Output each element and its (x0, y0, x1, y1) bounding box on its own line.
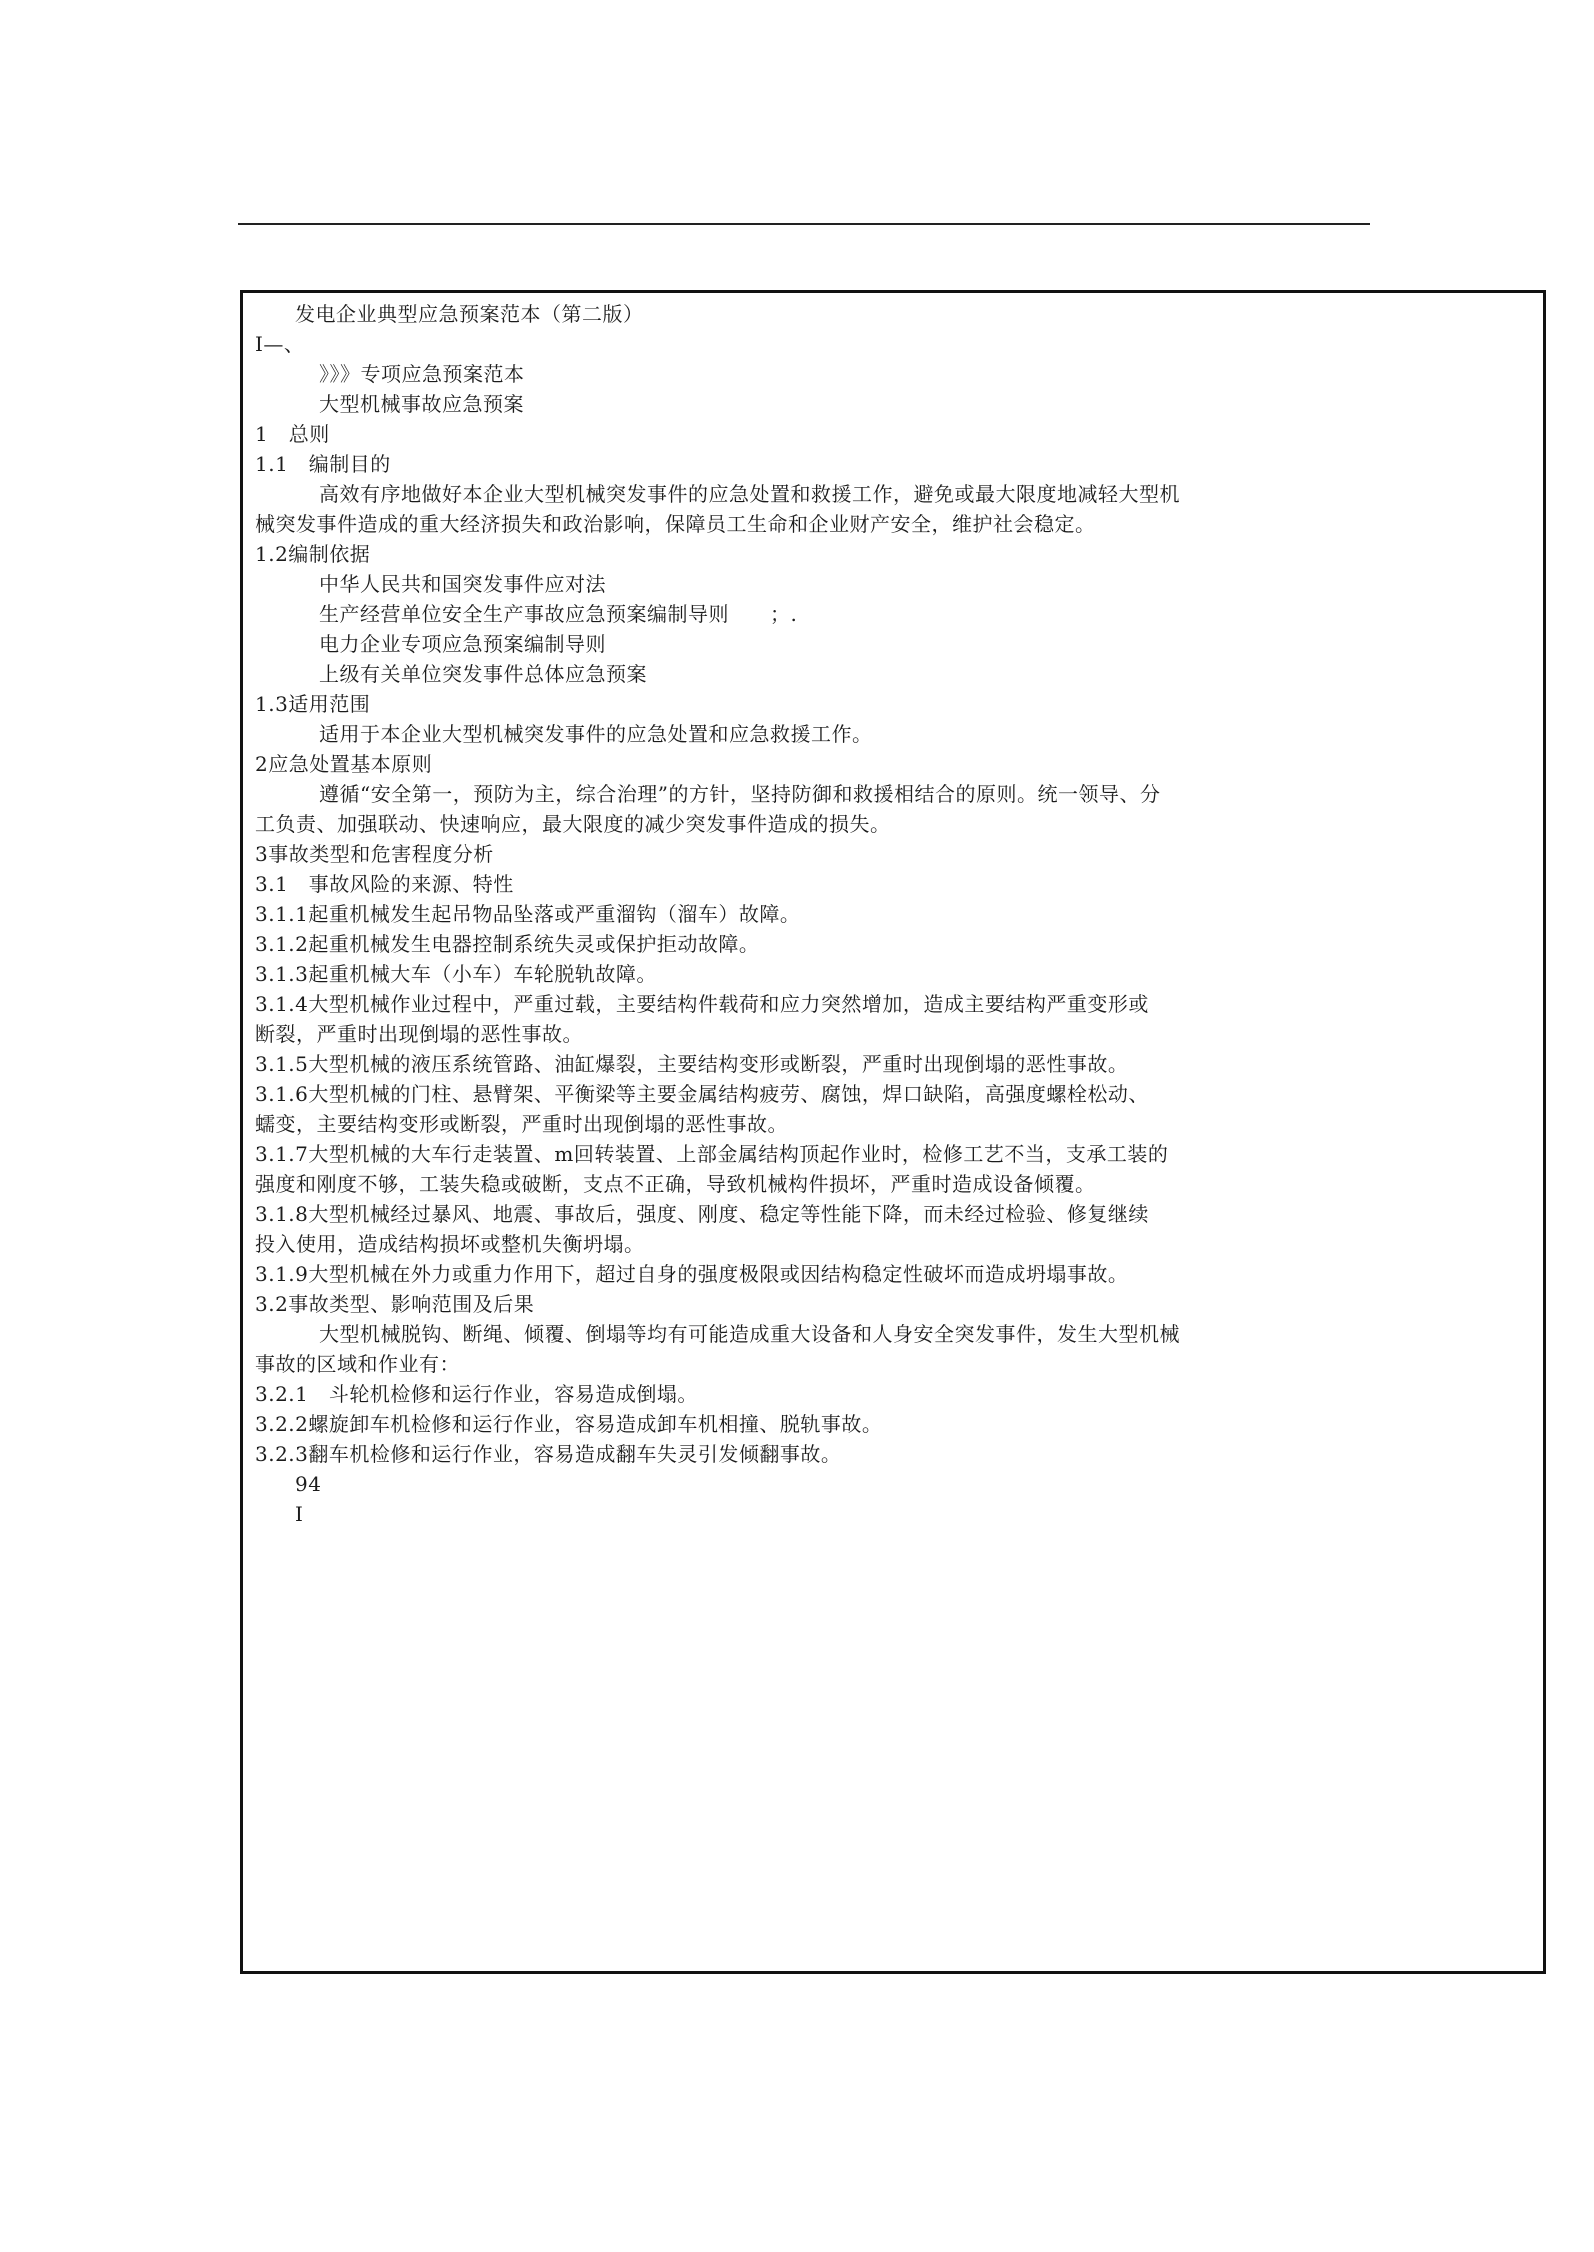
text-line: 强度和刚度不够，工装失稳或破断，支点不正确，导致机械构件损坏，严重时造成设备倾覆。 (255, 1172, 1096, 1196)
text-line: 3.1.6大型机械的门柱、悬臂架、平衡梁等主要金属结构疲劳、腐蚀，焊口缺陷，高强度螺栓松动、 (255, 1082, 1149, 1106)
text-line: 》》》专项应急预案范本 (319, 362, 525, 386)
text-line: 3.1.1起重机械发生起吊物品坠落或严重溜钩（溜车）故障。 (255, 902, 801, 926)
text-line: 大型机械事故应急预案 (319, 392, 524, 416)
text-line: I—、 (255, 332, 305, 356)
text-line: 械突发事件造成的重大经济损失和政治影响，保障员工生命和企业财产安全，维护社会稳定。 (255, 512, 1096, 536)
text-line: 3.2.2螺旋卸车机检修和运行作业，容易造成卸车机相撞、脱轨事故。 (255, 1412, 883, 1436)
text-line: 大型机械脱钩、断绳、倾覆、倒塌等均有可能造成重大设备和人身安全突发事件，发生大型机械 (319, 1322, 1180, 1346)
text-line: 2应急处置基本原则 (255, 752, 433, 776)
document-body (255, 299, 1525, 1529)
text-line: 投入使用，造成结构损坏或整机失衡坍塌。 (255, 1232, 645, 1256)
text-line: 电力企业专项应急预案编制导则 (319, 632, 606, 656)
text-line: 3.2.3翻车机检修和运行作业，容易造成翻车失灵引发倾翻事故。 (255, 1442, 842, 1466)
header-rule (238, 223, 1370, 225)
text-line: 蠕变，主要结构变形或断裂，严重时出现倒塌的恶性事故。 (255, 1112, 788, 1136)
text-line: 94 (295, 1472, 322, 1496)
text-line: 事故的区域和作业有： (255, 1352, 460, 1376)
text-line: 中华人民共和国突发事件应对法 (319, 572, 606, 596)
text-line: 1 总则 (255, 422, 330, 446)
text-line: 3.1.3起重机械大车（小车）车轮脱轨故障。 (255, 962, 657, 986)
text-line: 3.1.2起重机械发生电器控制系统失灵或保护拒动故障。 (255, 932, 760, 956)
text-line: 高效有序地做好本企业大型机械突发事件的应急处置和救援工作，避免或最大限度地减轻大型机 (319, 482, 1180, 506)
text-line: 3.1.9大型机械在外力或重力作用下，超过自身的强度极限或因结构稳定性破坏而造成坍塌事故。 (255, 1262, 1129, 1286)
text-line: 1.2编制依据 (255, 542, 371, 566)
text-line: 1.3适用范围 (255, 692, 371, 716)
text-line: 3.1.5大型机械的液压系统管路、油缸爆裂，主要结构变形或断裂，严重时出现倒塌的恶性事故。 (255, 1052, 1129, 1076)
text-line: 3.1.7大型机械的大车行走装置、m回转装置、上部金属结构顶起作业时，检修工艺不当，支承工装的 (255, 1142, 1169, 1166)
text-line: 3事故类型和危害程度分析 (255, 842, 494, 866)
text-line: 3.1.8大型机械经过暴风、地震、事故后，强度、刚度、稳定等性能下降，而未经过检验、修复继续 (255, 1202, 1149, 1226)
text-line: 适用于本企业大型机械突发事件的应急处置和应急救援工作。 (319, 722, 873, 746)
text-line: 3.2事故类型、影响范围及后果 (255, 1292, 535, 1316)
text-line: 3.2.1 斗轮机检修和运行作业，容易造成倒塌。 (255, 1382, 698, 1406)
text-line: 工负责、加强联动、快速响应，最大限度的减少突发事件造成的损失。 (255, 812, 891, 836)
text-line: 3.1 事故风险的来源、特性 (255, 872, 514, 896)
text-line: 生产经营单位安全生产事故应急预案编制导则 ；. (319, 602, 798, 626)
text-line: 断裂，严重时出现倒塌的恶性事故。 (255, 1022, 583, 1046)
text-line: 上级有关单位突发事件总体应急预案 (319, 662, 647, 686)
document-frame (240, 290, 1546, 1974)
text-line: 遵循“安全第一，预防为主，综合治理”的方针，坚持防御和救援相结合的原则。统一领导、分 (319, 782, 1161, 806)
text-line: 1.1 编制目的 (255, 452, 391, 476)
text-line: 3.1.4大型机械作业过程中，严重过载，主要结构件载荷和应力突然增加，造成主要结构严重变形或 (255, 992, 1149, 1016)
text-line: I (295, 1502, 304, 1526)
text-line: 发电企业典型应急预案范本（第二版） (295, 302, 644, 326)
